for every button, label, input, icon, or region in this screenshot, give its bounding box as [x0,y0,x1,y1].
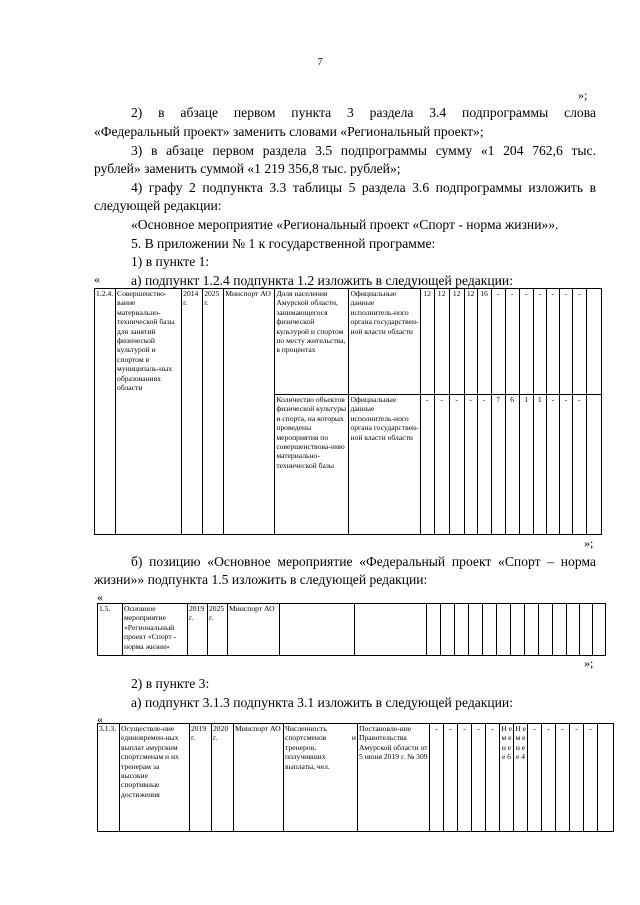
value-cell: - [559,395,572,535]
empty-cell [525,604,539,656]
value-cell: Н е м е н е е 6 [500,724,514,832]
value-cell: 1 [533,395,546,535]
value-cell: - [559,289,572,395]
paragraph-line: а) подпункт 3.1.3 подпункта 3.1 изложить в следующей редакции: [131,695,513,710]
data-source: Официальные данные исполнитель-ного органа государствен-ной власти области [349,289,420,395]
value-cell: - [546,289,559,395]
value-cell: - [464,395,477,535]
table-3-1-3 [97,723,614,832]
measure-name: Осуществле-ние единовремен-ных выплат амурским спортсменам и их тренерам за высокие спортивные достижения [120,724,190,832]
executor: Минспорт АО [234,724,284,832]
empty-cell [469,604,483,656]
empty-cell [567,604,580,656]
paragraph-line: 2) в абзаце первом пункта 3 раздела 3.4 подпрограммы слова [131,105,596,120]
measure-name: Совершенство-вание материально-технической базы для занятий физической культурой и спортом в муниципаль-ных образованиях области [116,289,182,535]
value-cell: - [444,724,458,832]
executor: Минспорт АО [228,604,280,656]
indicator-name: Доля населения Амурской области, занимающегося физической культурой и спортом по месту жительства, в процентах [275,289,349,395]
empty-cell [280,604,355,656]
value-cell: - [505,289,519,395]
value-cell: - [570,724,584,832]
paragraph-line: следующей редакции: [94,198,222,213]
value-cell: 12 [434,289,449,395]
row-number: 1.2.4. [95,289,116,535]
indicator-name: Численность спортсменов и тренеров, получивших выплаты, чел. [284,724,358,832]
value-cell: 16 [477,289,491,395]
empty-cell [539,604,553,656]
paragraph-line: 3) в абзаце первом раздела 3.5 подпрограммы сумму «1 204 762,6 тыс. [131,143,596,158]
value-cell: - [420,395,434,535]
empty-cell [511,604,525,656]
closing-quote: »; [584,536,594,550]
value-cell: - [519,289,533,395]
value-cell: 7 [491,395,505,535]
empty-cell [580,604,593,656]
opening-quote: « [97,590,103,604]
closing-quote: »; [584,656,594,670]
value-cell: - [449,395,464,535]
empty-cell [598,724,614,832]
end-year: 2025 г. [203,289,224,535]
empty-cell [455,604,469,656]
value-cell: - [528,724,542,832]
paragraph-line: жизни»» подпункта 1.5 изложить в следующей редакции: [94,572,428,587]
start-year: 2019 г. [190,724,212,832]
value-cell: - [430,724,444,832]
opening-quote: « [94,272,100,286]
empty-cell [593,604,606,656]
paragraph-line: рублей» заменить суммой «1 219 356,8 тыс. рублей»; [94,161,401,176]
value-cell: - [584,724,598,832]
value-cell: - [491,289,505,395]
value-cell: - [533,289,546,395]
empty-cell [497,604,511,656]
empty-cell [441,604,455,656]
paragraph-line: а) подпункт 1.2.4 подпункта 1.2 изложить в следующей редакции: [131,273,513,288]
row-number: 1.5. [98,604,123,656]
value-cell: - [458,724,472,832]
table-1-2-4 [94,288,602,535]
opening-quote: « [97,712,103,726]
paragraph-line: «Основное мероприятие «Региональный проект «Спорт - норма жизни»». [131,217,559,232]
value-cell: 12 [420,289,434,395]
measure-name: Основное мероприятие «Региональный проект «Спорт - норма жизни» [123,604,188,656]
legal-basis: Постановле-ние Правительства Амурской области от 5 июня 2019 г. № 309 [358,724,430,832]
table-1-5 [97,603,606,656]
value-cell: - [572,395,586,535]
end-year: 2020 г. [212,724,234,832]
empty-cell [553,604,567,656]
value-cell: 12 [464,289,477,395]
paragraph-line: 1) в пункте 1: [131,254,210,269]
value-cell: - [434,395,449,535]
empty-cell [483,604,497,656]
paragraph-line: «Федеральный проект» заменить словами «Региональный проект»; [94,124,484,139]
paragraph-line: 5. В приложении № 1 к государственной программе: [131,236,436,251]
paragraph-line: б) позицию «Основное мероприятие «Федеральный проект «Спорт – норма [131,554,596,569]
value-cell: - [546,395,559,535]
value-cell: - [572,289,586,395]
closing-quote: »; [578,88,588,102]
value-cell: 1 [519,395,533,535]
start-year: 2019 г. [188,604,208,656]
empty-cell [427,604,441,656]
value-cell: - [556,724,570,832]
value-cell: - [472,724,486,832]
value-cell: 12 [449,289,464,395]
empty-cell [586,289,601,395]
value-cell: Н е м е н е е 4 [514,724,528,832]
value-cell: 6 [505,395,519,535]
start-year: 2014 г. [182,289,203,535]
indicator-name: Количество объектов физической культуры и спорта, на которых проведены мероприятия по совершенствова-нию материально-технической базы [275,395,349,535]
value-cell: - [542,724,556,832]
executor: Минспорт АО [224,289,275,535]
page-number: 7 [317,57,323,68]
empty-cell [586,395,601,535]
end-year: 2025 г. [208,604,228,656]
row-number: 3.1.3. [98,724,120,832]
paragraph-line: 2) в пункте 3: [131,676,210,691]
empty-cell [355,604,427,656]
value-cell: - [477,395,491,535]
paragraph-line: 4) графу 2 подпункта 3.3 таблицы 5 раздела 3.6 подпрограммы изложить в [131,180,596,195]
value-cell: - [486,724,500,832]
data-source: Официальные данные исполнитель-ного органа государствен-ной власти области [349,395,420,535]
